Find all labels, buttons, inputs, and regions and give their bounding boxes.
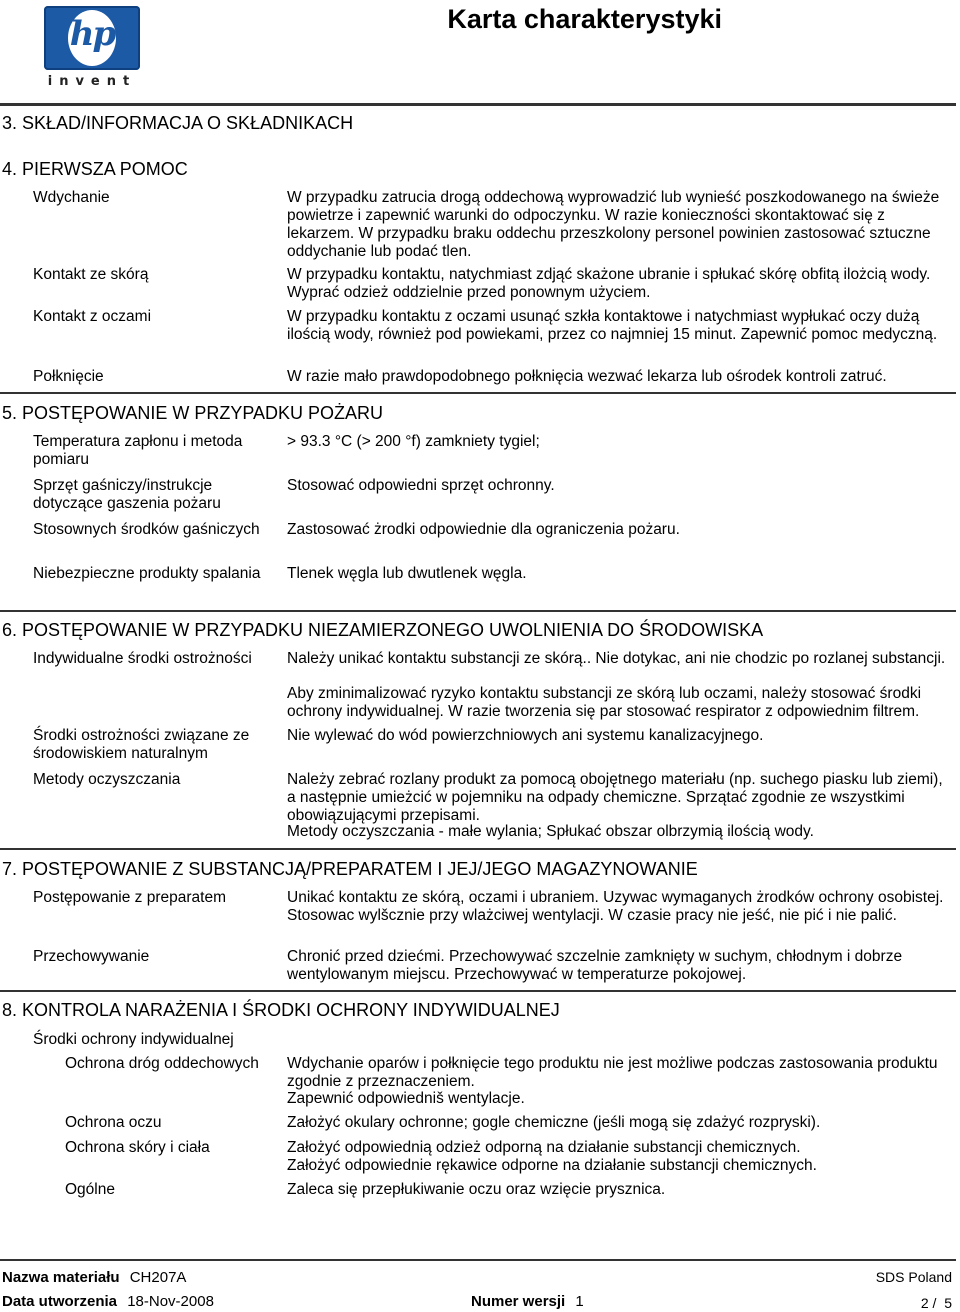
first-aid-eyes-label: Kontakt z oczami [33,308,152,325]
section-separator [0,848,956,850]
ppe-skin-label: Ochrona skóry i ciała [65,1139,210,1156]
release-environment-text: Nie wylewać do wód powierzchniowych ani systemu kanalizacyjnego. [287,727,764,744]
section-7-heading: 7. POSTĘPOWANIE Z SUBSTANCJĄ/PREPARATEM I JEJ/JEGO MAGAZYNOWANIE [2,859,698,879]
section-separator [0,990,956,992]
section-separator [0,610,956,612]
fire-equipment-label: Sprzęt gaśniczy/instrukcje dotyczące gaszenia pożaru [33,477,221,512]
hp-logo-text: hp [69,14,115,54]
handling-text: Unikać kontaktu ze skórą, oczami i ubraniem. Uzywac wymaganych żrodków ochrony osobistej. Stosowac wylšcznie przy wlażciwej wentylacji. W czasie pracy nie jeść, nie pić i nie palić. [287,889,944,924]
release-personal-text-2: Aby zminimalizować ryzyko kontaktu substancji ze skórą lub oczami, należy stosować środki ochrony indywidualnej. W razie tworzenia się par stosować respirator z odpowiednim filtrem. [287,685,922,720]
ppe-skin-text-2: Założyć odpowiednie rękawice odporne na działanie substancji chemicznych. [287,1157,817,1174]
ppe-respiratory-text: Wdychanie oparów i połknięcie tego produktu nie jest możliwe podczas zastosowania produktu zgodnie z przeznaczeniem. [287,1055,938,1090]
first-aid-inhalation-text: W przypadku zatrucia drogą oddechową wyprowadzić lub wynieść poszkodowanego na świeże powietrze i zapewnić warunki do odpoczynku. W razie konieczności skontaktować się z lekarzem. W przypadku braku oddechu przeszkolony personel powinien zastosować sztuczne oddychanie lub podać tlen. [287,189,940,260]
document-title: Karta charakterystyki [447,4,722,34]
fire-equipment-text: Stosować odpowiedni sprzęt ochronny. [287,477,555,494]
footer-version-row [471,1293,584,1310]
first-aid-ingestion-label: Połknięcie [33,368,104,385]
ppe-respiratory-text-2: Zapewnić odpowiedniš wentylacje. [287,1090,525,1107]
release-cleanup-text: Należy zebrać rozlany produkt za pomocą obojętnego materiału (np. suchego piasku lub ziemi), a następnie umieżcić w pojemniku na odpady chemiczne. Sprzątać zgodnie ze wszystkimi obowiązującymi przepisami. [287,771,943,824]
hp-logo [44,6,140,90]
storage-text: Chronić przed dziećmi. Przechowywać szczelnie zamknięty w suchym, chłodnym i dobrze wentylowanym miejscu. Przechowywać w temperaturze pokojowej. [287,948,903,983]
first-aid-eyes-text: W przypadku kontaktu z oczami usunąć szkła kontaktowe i natychmiast wypłukać oczy dużą ilością wody, również pod powiekami, przez co najmniej 15 minut. Zapewnić pomoc medyczną. [287,308,938,343]
ppe-eyes-label: Ochrona oczu [65,1114,162,1131]
section-8-heading: 8. KONTROLA NARAŻENIA I ŚRODKI OCHRONY INDYWIDUALNEJ [2,1000,560,1020]
first-aid-skin-text: W przypadku kontaktu, natychmiast zdjąć skażone ubranie i spłukać skórę obfitą ilożcią wody. Wyprać odzież oddzielnie przed ponownym użyciem. [287,266,931,301]
fire-combustion-products-text: Tlenek węgla lub dwutlenek węgla. [287,565,527,582]
first-aid-inhalation-label: Wdychanie [33,189,110,206]
footer-page-number: 2 / 5 [920,1295,952,1311]
hp-logo-tagline: invent [47,74,137,89]
section-5-heading: 5. POSTĘPOWANIE W PRZYPADKU POŻARU [2,403,384,423]
section-3-heading: 3. SKŁAD/INFORMACJA O SKŁADNIKACH [2,113,354,133]
footer-version-value: 1 [575,1293,584,1310]
fire-flashpoint-text: > 93.3 °C (> 200 °f) zamkniety tygiel; [287,433,540,450]
hp-logo-badge [44,6,140,70]
footer-rule [0,1259,956,1261]
storage-label: Przechowywanie [33,948,150,965]
ppe-skin-text: Założyć odpowiednią odzież odporną na działanie substancji chemicznych. [287,1139,801,1156]
footer-created-row [2,1293,214,1310]
release-environment-label: Środki ostrożności związane ze środowiskiem naturalnym [33,727,250,762]
ppe-sublabel: Środki ochrony indywidualnej [33,1031,234,1048]
footer-version-label: Numer wersji [471,1293,566,1310]
release-cleanup-label: Metody oczyszczania [33,771,181,788]
ppe-respiratory-label: Ochrona dróg oddechowych [65,1055,259,1072]
footer-region: SDS Poland [875,1269,952,1285]
fire-media-label: Stosownych środków gaśniczych [33,521,260,538]
first-aid-skin-label: Kontakt ze skórą [33,266,149,283]
release-personal-text: Należy unikać kontaktu substancji ze skórą.. Nie dotykac, ani nie chodzic po rozlanej substancji. [287,650,946,667]
section-6-heading: 6. POSTĘPOWANIE W PRZYPADKU NIEZAMIERZONEGO UWOLNIENIA DO ŚRODOWISKA [2,620,764,640]
ppe-eyes-text: Założyć okulary ochronne; gogle chemiczne (jeśli mogą się zdażyć rozpryski). [287,1114,821,1131]
footer-material-row [2,1269,186,1286]
handling-label: Postępowanie z preparatem [33,889,227,906]
section-separator [0,392,956,394]
ppe-general-label: Ogólne [65,1181,115,1198]
first-aid-ingestion-text: W razie mało prawdopodobnego połknięcia wezwać lekarza lub ośrodek kontroli zatruć. [287,368,887,385]
section-4-heading: 4. PIERWSZA POMOC [2,159,188,179]
footer-created-value: 18-Nov-2008 [127,1293,214,1310]
header-rule [0,103,956,106]
fire-flashpoint-label: Temperatura zapłonu i metoda pomiaru [33,433,243,468]
fire-media-text: Zastosować żrodki odpowiednie dla ograniczenia pożaru. [287,521,680,538]
footer-material-label: Nazwa materiału [2,1269,120,1286]
release-personal-label: Indywidualne środki ostrożności [33,650,252,667]
footer-material-value: CH207A [129,1269,187,1286]
fire-combustion-products-label: Niebezpieczne produkty spalania [33,565,261,582]
ppe-general-text: Zaleca się przepłukiwanie oczu oraz wzięcie prysznica. [287,1181,666,1198]
release-cleanup-text-2: Metody oczyszczania - małe wylania; Spłukać obszar olbrzymią ilością wody. [287,823,814,840]
footer-created-label: Data utworzenia [2,1293,118,1310]
